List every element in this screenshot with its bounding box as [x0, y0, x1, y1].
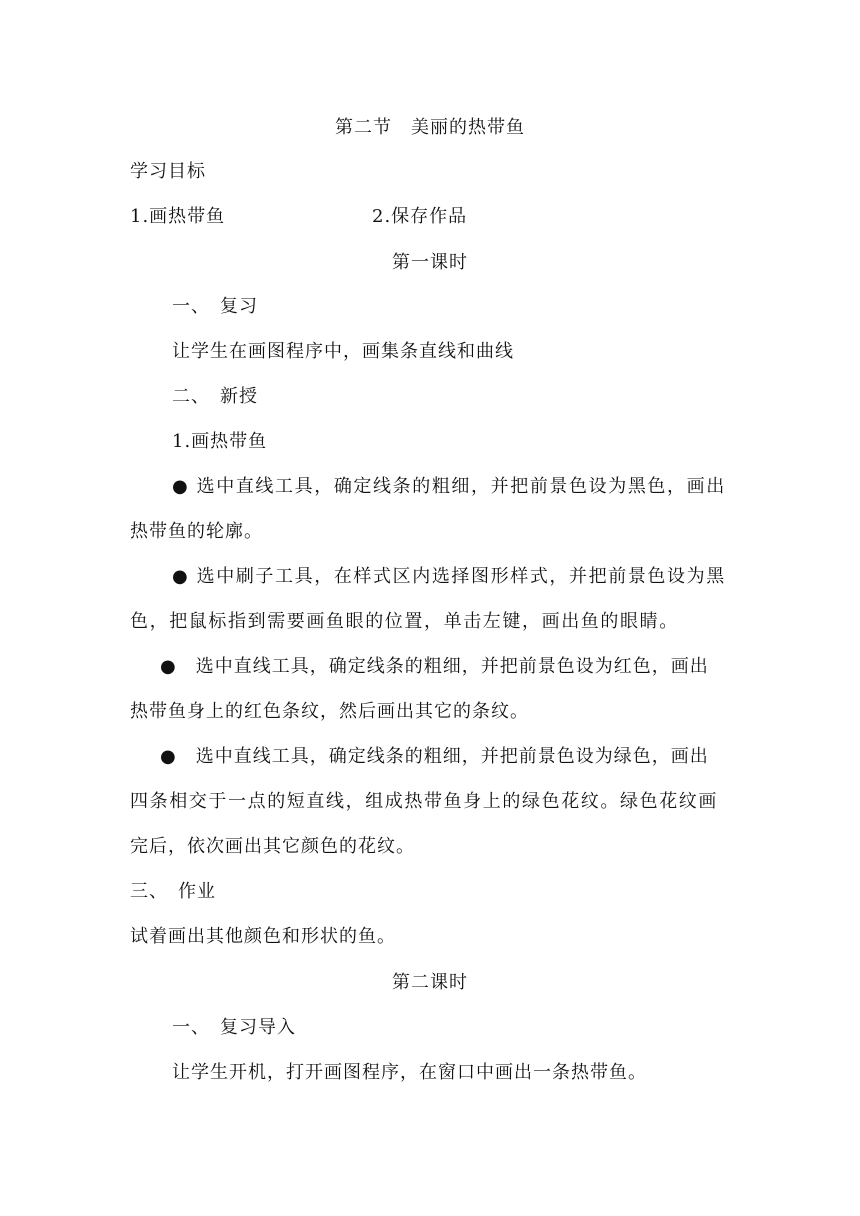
lesson-1-section-2-title: 二、 新授	[172, 386, 258, 407]
bullet-2-line-2: 色，把鼠标指到需要画鱼眼的位置，单击左键，画出鱼的眼睛。	[130, 611, 679, 632]
bullet-3-line-2: 热带鱼身上的红色条纹，然后画出其它的条纹。	[130, 701, 529, 722]
bullet-4-line-3: 完后，依次画出其它颜色的花纹。	[130, 836, 415, 857]
lesson-1-section-1-text: 让学生在画图程序中，画集条直线和曲线	[172, 341, 514, 362]
bullet-4-line-2: 四条相交于一点的短直线，组成热带鱼身上的绿色花纹。绿色花纹画	[130, 791, 718, 812]
objectives-heading: 学习目标	[130, 161, 206, 182]
lesson-1-section-3-title: 三、 作业	[130, 881, 216, 902]
bullet-1-line-2: 热带鱼的轮廓。	[130, 521, 263, 542]
objective-item-1: 1.画热带鱼	[130, 206, 226, 227]
lesson-2-heading: 第二课时	[392, 972, 468, 993]
lesson-1-section-1-title: 一、 复习	[172, 296, 258, 317]
lesson-2-section-1-title: 一、 复习导入	[172, 1017, 296, 1038]
objective-item-2: 2.保存作品	[372, 206, 468, 227]
bullet-2-line-1: ● 选中刷子工具，在样式区内选择图形样式，并把前景色设为黑	[172, 566, 726, 587]
bullet-1-line-1: ● 选中直线工具，确定线条的粗细，并把前景色设为黑色，画出	[172, 476, 726, 497]
lesson-1-heading: 第一课时	[392, 252, 468, 273]
document-title: 第二节 美丽的热带鱼	[335, 117, 525, 138]
bullet-4-line-1: ● 选中直线工具，确定线条的粗细，并把前景色设为绿色，画出	[160, 746, 709, 767]
lesson-2-section-1-text: 让学生开机，打开画图程序，在窗口中画出一条热带鱼。	[172, 1062, 647, 1083]
bullet-3-line-1: ● 选中直线工具，确定线条的粗细，并把前景色设为红色，画出	[160, 656, 709, 677]
lesson-1-section-3-text: 试着画出其他颜色和形状的鱼。	[130, 926, 396, 947]
lesson-1-subheading: 1.画热带鱼	[172, 431, 268, 452]
